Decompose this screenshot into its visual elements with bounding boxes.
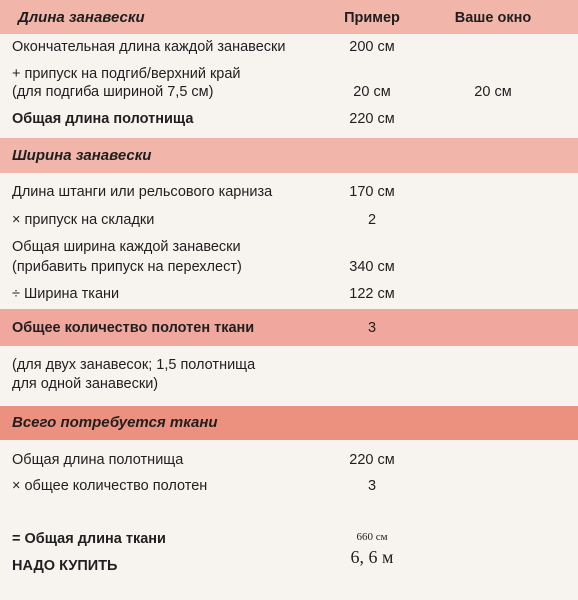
- section-title-length: Длина занавески: [18, 9, 145, 26]
- panel-count-note-2: для одной занавески): [12, 376, 159, 392]
- panel-length-value: 220 см: [349, 452, 395, 468]
- fabric-width-label: ÷ Ширина ткани: [12, 286, 120, 302]
- section-title-width: Ширина занавески: [12, 147, 152, 164]
- total-width-label-1: Общая ширина каждой занавески: [12, 239, 241, 255]
- column-header-your-window: Ваше окно: [454, 10, 532, 26]
- panel-count-value: 3: [367, 320, 377, 336]
- column-header-example: Пример: [344, 10, 400, 26]
- final-length-label: Окончательная длина каждой занавески: [12, 39, 286, 55]
- panel-count-note-1: (для двух занавесок; 1,5 полотнища: [12, 357, 256, 373]
- hem-allowance-yours: 20 см: [474, 84, 512, 100]
- panel-length-label: Общая длина полотнища: [12, 452, 184, 468]
- fold-allowance-label: × припуск на складки: [12, 212, 155, 228]
- total-fabric-label: = Общая длина ткани: [12, 531, 166, 547]
- hem-allowance-example: 20 см: [353, 84, 391, 100]
- final-length-value: 200 см: [349, 39, 395, 55]
- hem-allowance-label-2: (для подгиба шириной 7,5 см): [12, 84, 214, 100]
- hem-allowance-label-1: + припуск на подгиб/верхний край: [12, 66, 241, 82]
- total-width-value: 340 см: [349, 259, 395, 275]
- panel-quantity-label: × общее количество полотен: [12, 478, 208, 494]
- rod-length-value: 170 см: [349, 184, 395, 200]
- section-title-required: Всего потребуется ткани: [12, 414, 218, 431]
- total-panel-length-label: Общая длина полотнища: [12, 111, 194, 127]
- panel-quantity-value: 3: [367, 478, 377, 494]
- buy-value: 6, 6 м: [350, 547, 394, 567]
- total-panel-length-value: 220 см: [349, 111, 395, 127]
- total-width-label-2: (прибавить припуск на перехлест): [12, 259, 242, 275]
- panel-count-title: Общее количество полотен ткани: [12, 320, 255, 336]
- fabric-width-value: 122 см: [349, 286, 395, 302]
- total-fabric-value: 660 см: [356, 531, 388, 543]
- rod-length-label: Длина штанги или рельсового карниза: [12, 184, 273, 200]
- buy-label: НАДО КУПИТЬ: [12, 558, 118, 574]
- fold-allowance-value: 2: [367, 212, 377, 228]
